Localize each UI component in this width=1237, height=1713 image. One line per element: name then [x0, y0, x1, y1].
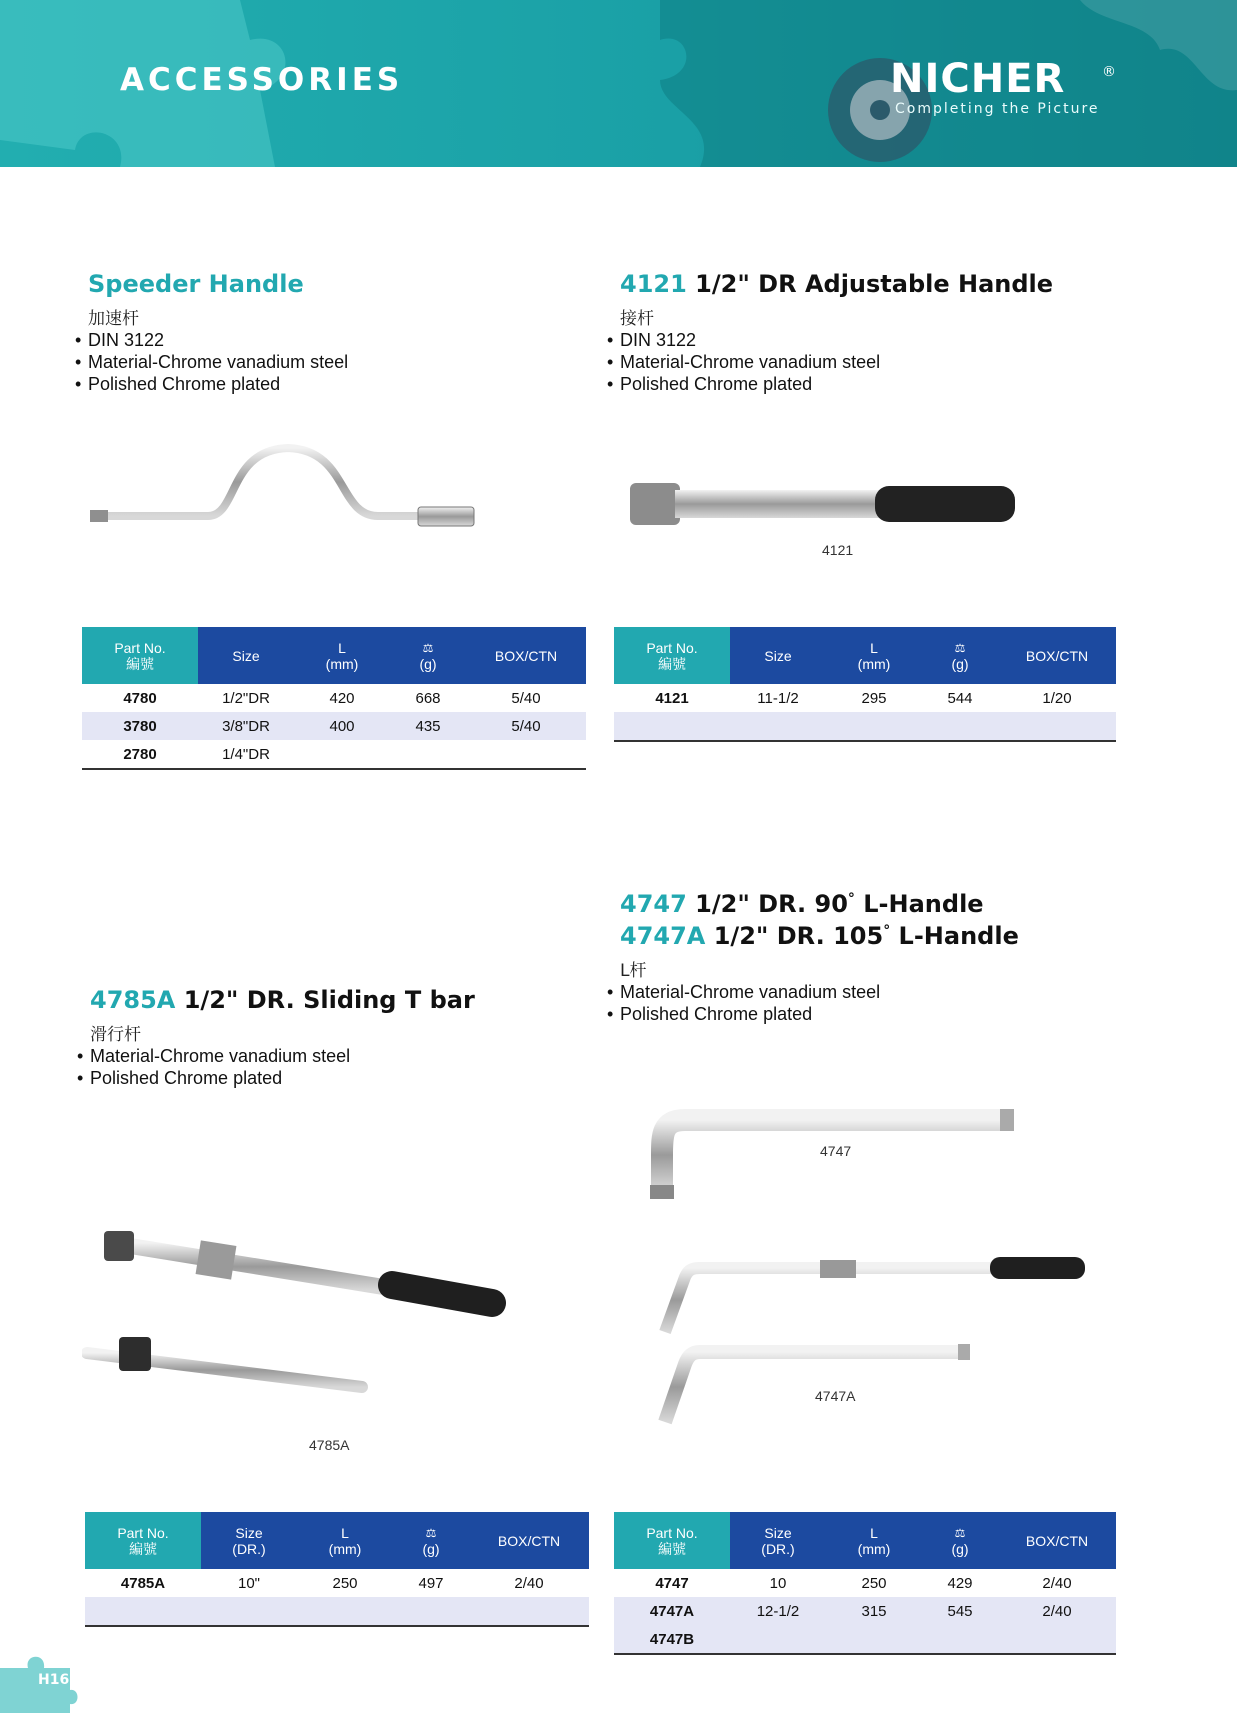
- table-header-row: [614, 1512, 1116, 1569]
- adjustable-bullet: • Polished Chrome plated: [620, 373, 1053, 395]
- table-row: 4121 11-1/2 295 544 1/20: [655, 689, 1072, 707]
- table-row: 4747B: [614, 1625, 1116, 1654]
- header-size-dr: Size (DR.): [201, 1512, 297, 1569]
- l-handle-4747a-image: [640, 1252, 1090, 1432]
- l-handle-bullet: • Material-Chrome vanadium steel: [620, 981, 1019, 1003]
- brand-logo: NICHER: [890, 56, 1066, 102]
- header-length: L (mm): [297, 1512, 393, 1569]
- speeder-bullet: • Polished Chrome plated: [88, 373, 348, 395]
- scale-icon: ⚖: [422, 641, 434, 655]
- l-handle-spec-table: [614, 1512, 1116, 1655]
- table-row: 3780 3/8"DR 400 435 5/40: [82, 712, 586, 740]
- adjustable-handle-info: [620, 270, 1053, 395]
- header-size: Size: [198, 627, 294, 684]
- header-length: L (mm): [826, 627, 922, 684]
- sliding-bullet: • Polished Chrome plated: [90, 1067, 475, 1089]
- table-header-row: [614, 627, 1116, 684]
- table-row: 4780 1/2"DR 420 668 5/40: [123, 689, 541, 707]
- scale-icon: ⚖: [954, 641, 966, 655]
- l-handle-cn-name: L杆: [620, 961, 647, 981]
- header-box-ctn: BOX/CTN: [998, 627, 1116, 684]
- l-handle-bullet: • Polished Chrome plated: [620, 1003, 1019, 1025]
- adjustable-handle-title: 4121 1/2" DR Adjustable Handle: [620, 270, 1054, 298]
- sliding-t-bar-title: 4785A 1/2" DR. Sliding T bar: [90, 986, 475, 1014]
- adjustable-bullet: • Material-Chrome vanadium steel: [620, 351, 1053, 373]
- l-handle-title-90: 4747 1/2" DR. 90° L-Handle: [620, 890, 984, 918]
- speeder-bullet: • Material-Chrome vanadium steel: [88, 351, 348, 373]
- header-box-ctn: BOX/CTN: [998, 1512, 1116, 1569]
- adjustable-caption: 4121: [822, 542, 854, 558]
- adjustable-spec-table: [614, 627, 1116, 742]
- header-part-no: Part No. 編號: [614, 627, 730, 684]
- header-size: Size: [730, 627, 826, 684]
- adjustable-bullet: • DIN 3122: [620, 329, 1053, 351]
- l-handle-caption-4747: 4747: [820, 1143, 852, 1159]
- registered-mark: ®: [1102, 64, 1116, 80]
- table-row: 4785A 10" 250 497 2/40: [120, 1574, 544, 1592]
- page-number: H16: [38, 1672, 70, 1688]
- l-handle-title-105: 4747A 1/2" DR. 105° L-Handle: [620, 922, 1019, 950]
- header-size-dr: Size (DR.): [730, 1512, 826, 1569]
- header-length: L (mm): [294, 627, 390, 684]
- scale-icon: ⚖: [425, 1526, 437, 1540]
- table-header-row: [85, 1512, 589, 1569]
- header-box-ctn: BOX/CTN: [469, 1512, 589, 1569]
- header-part-no: Part No. 編號: [82, 627, 198, 684]
- sliding-t-bar-info: [90, 986, 475, 1089]
- adjustable-handle-cn-name: 接杆: [620, 309, 654, 329]
- sliding-bullet: • Material-Chrome vanadium steel: [90, 1045, 475, 1067]
- table-row: [614, 712, 1116, 741]
- table-row: 4747 10 250 429 2/40: [655, 1574, 1072, 1592]
- sliding-t-bar-cn-name: 滑行杆: [90, 1025, 141, 1045]
- scale-icon: ⚖: [954, 1526, 966, 1540]
- header-box-ctn: BOX/CTN: [466, 627, 586, 684]
- header-weight: ⚖ (g): [922, 627, 998, 684]
- header-weight: ⚖ (g): [393, 1512, 469, 1569]
- sliding-spec-table: [85, 1512, 589, 1627]
- speeder-bullet: • DIN 3122: [88, 329, 348, 351]
- speeder-handle-image: [88, 430, 498, 540]
- table-row: [85, 1597, 589, 1626]
- header-weight: ⚖ (g): [922, 1512, 998, 1569]
- speeder-handle-title: Speeder Handle: [88, 270, 304, 298]
- sliding-t-bar-caption: 4785A: [309, 1437, 350, 1453]
- brand-tagline: Completing the Picture: [895, 101, 1100, 117]
- l-handle-caption-4747a: 4747A: [815, 1388, 856, 1404]
- l-handle-info: [620, 890, 1019, 1025]
- speeder-handle-info: [88, 270, 348, 395]
- header-part-no: Part No. 編號: [85, 1512, 201, 1569]
- section-title: ACCESSORIES: [120, 62, 404, 98]
- speeder-handle-cn-name: 加速杆: [88, 309, 139, 329]
- header-weight: ⚖ (g): [390, 627, 466, 684]
- header-length: L (mm): [826, 1512, 922, 1569]
- sliding-t-bar-image: [82, 1225, 512, 1405]
- adjustable-handle-image: [625, 478, 1025, 538]
- table-header-row: [82, 627, 586, 684]
- table-row: 4747A 12-1/2 315 545 2/40: [614, 1597, 1116, 1625]
- header-part-no: Part No. 編號: [614, 1512, 730, 1569]
- table-row: 2780 1/4"DR: [82, 740, 586, 769]
- speeder-spec-table: [82, 627, 586, 770]
